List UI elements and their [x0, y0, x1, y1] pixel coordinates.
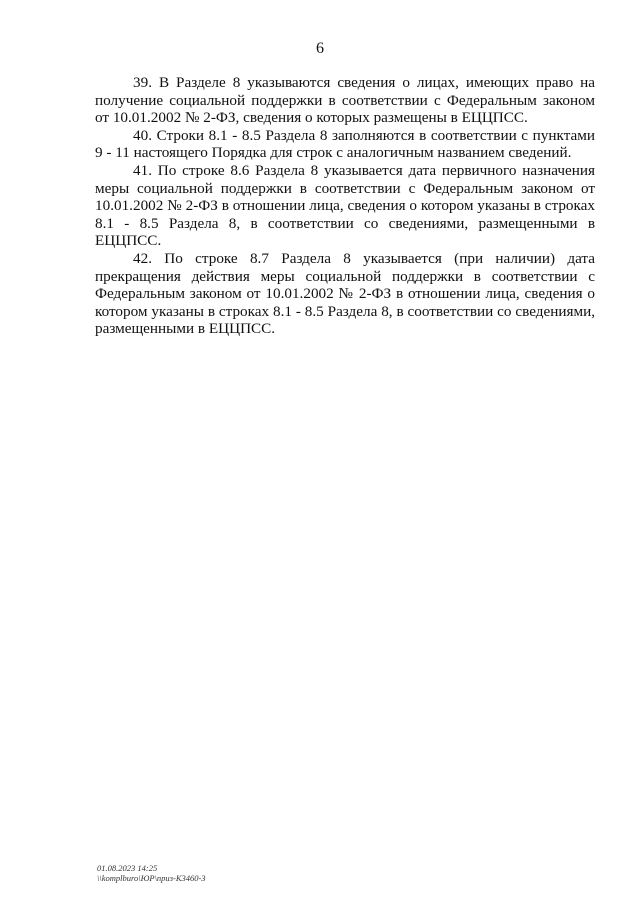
document-footer	[97, 863, 206, 883]
footer-timestamp: 01.08.2023 14:25	[97, 863, 158, 873]
paragraph-42: 42. По строке 8.7 Раздела 8 указывается (при наличии) дата прекращения действия меры социальной поддержки в соответствии с Федеральным законом от 10.01.2002 № 2-ФЗ в отношении лица, сведения о котором указаны в строках 8.1 - 8.5 Раздела 8, в соответствии со сведениями, размещенными в ЕЦЦПСС.	[95, 249, 595, 338]
paragraph-39: 39. В Разделе 8 указываются сведения о лицах, имеющих право на получение социальной поддержки в соответствии с Федеральным законом от 10.01.2002 № 2-ФЗ, сведения о которых размещены в ЕЦЦПСС.	[95, 74, 595, 127]
footer-file-path: \\komplburo\ЮР\приз-К3460-3	[97, 873, 206, 883]
paragraph-41: 41. По строке 8.6 Раздела 8 указывается дата первичного назначения меры социальной поддержки в соответствии с Федеральным законом от 10.01.2002 № 2-ФЗ в отношении лица, сведения о котором указаны в строках 8.1 - 8.5 Раздела 8, в соответствии со сведениями, размещенными в ЕЦЦПСС.	[95, 161, 595, 250]
page-number: 6	[316, 40, 324, 57]
paragraph-40: 40. Строки 8.1 - 8.5 Раздела 8 заполняются в соответствии с пунктами 9 - 11 настоящего Порядка для строк с аналогичным названием сведений.	[95, 126, 595, 162]
document-body	[95, 74, 595, 338]
